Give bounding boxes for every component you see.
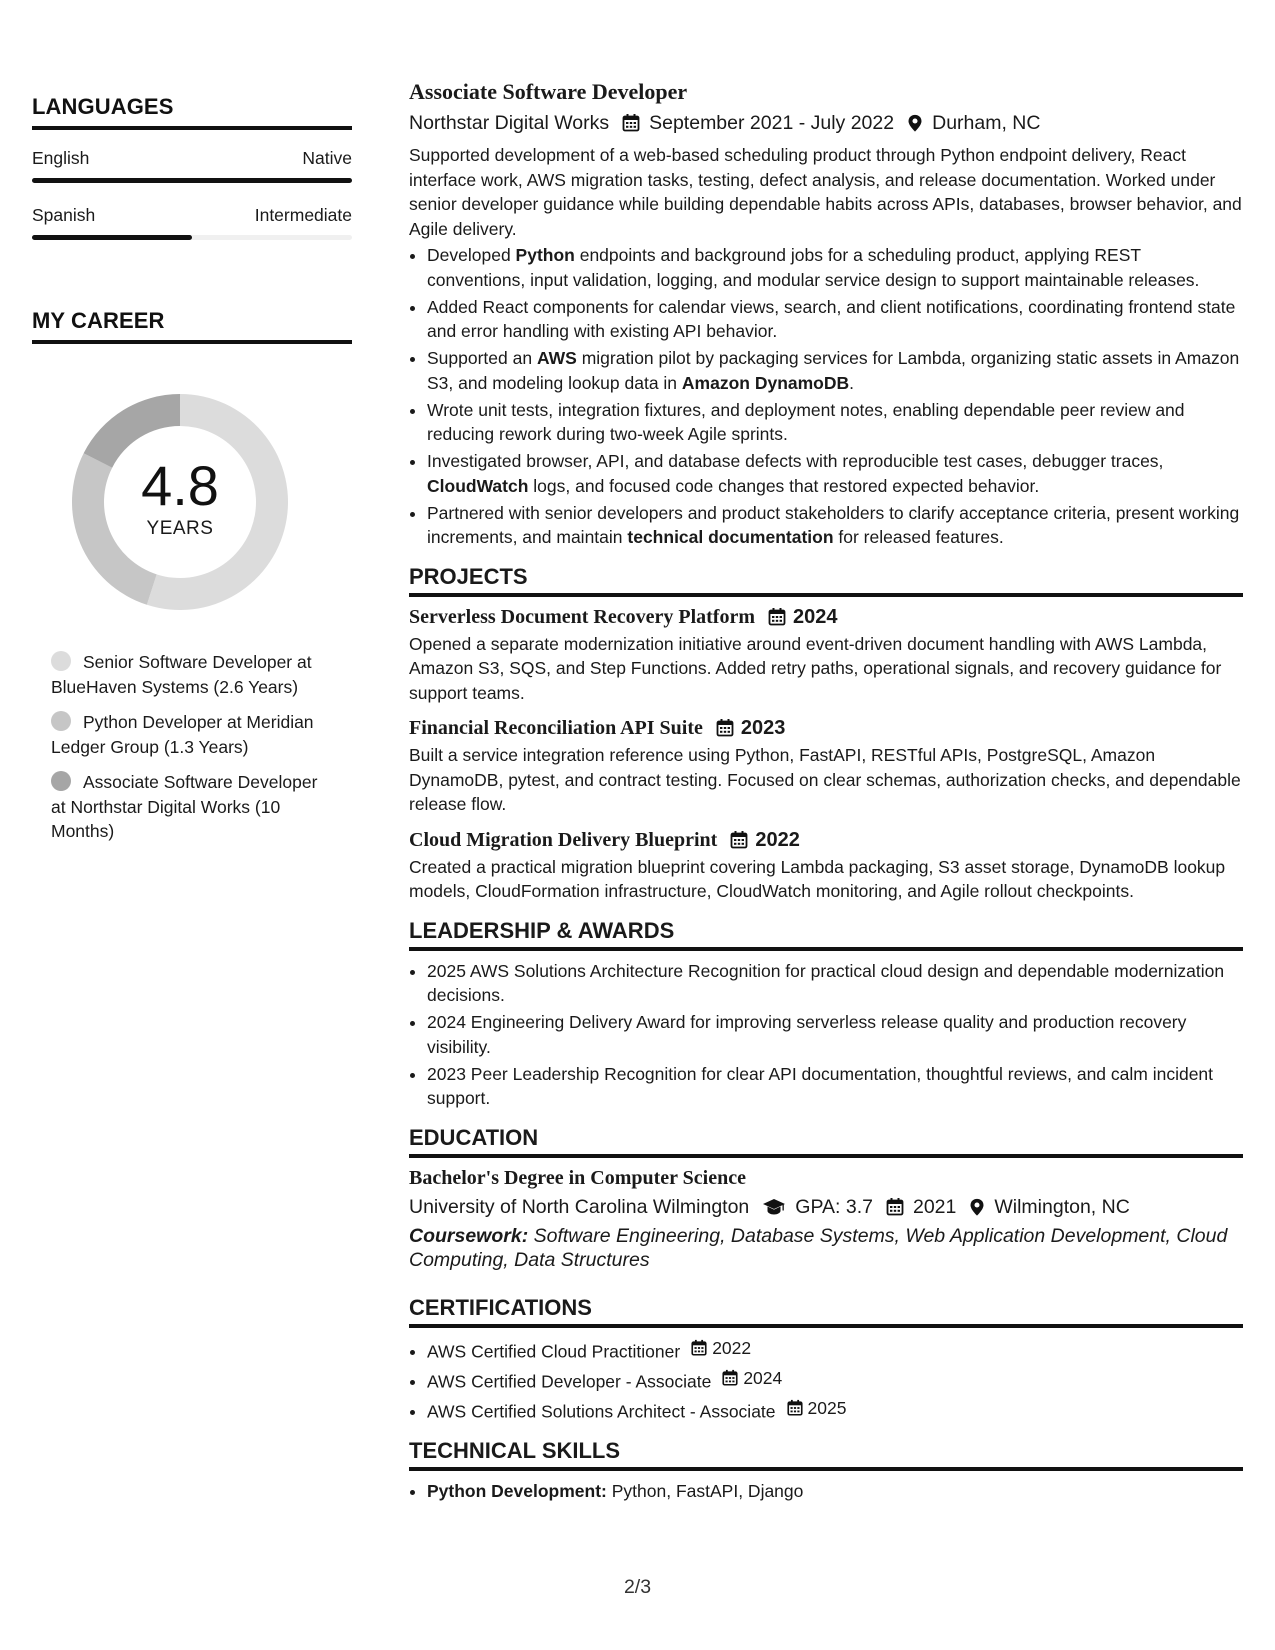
certification-name: AWS Certified Solutions Architect - Associate — [427, 1401, 776, 1422]
language-name: English — [32, 148, 90, 168]
certifications-heading: CERTIFICATIONS — [409, 1295, 1243, 1328]
certifications-list — [409, 1336, 1243, 1424]
bullet-text: Supported an — [427, 348, 537, 368]
bullet-text: Developed — [427, 245, 516, 265]
career-donut-chart — [66, 388, 294, 616]
bullet-keyword: CloudWatch — [427, 475, 529, 496]
bullet-text: endpoints and background jobs for a scheduling product, applying REST conventions, input validation, logging, and modular service design to support maintainable releases. — [427, 245, 1200, 290]
project-name: Cloud Migration Delivery Blueprint — [409, 828, 718, 851]
certification-name: AWS Certified Cloud Practitioner — [427, 1340, 681, 1361]
education-year: 2021 — [912, 1195, 957, 1218]
language-proficiency-fill — [32, 178, 352, 183]
job-bullet — [427, 346, 1243, 395]
job-bullet — [427, 295, 1243, 344]
awards-list — [409, 959, 1243, 1111]
bullet-text: Wrote unit tests, integration fixtures, and deployment notes, enabling dependable peer review and reducing rework during two-week Agile sprints. — [427, 399, 1185, 444]
language-level: Native — [302, 148, 352, 168]
bullet-text: migration pilot by packaging services for Lambda, organizing static assets in Amazon S3, and modeling lookup data in — [427, 348, 1240, 393]
calendar-icon — [721, 1369, 739, 1387]
bullet-text: logs, and focused code changes that restored expected behavior. — [528, 475, 1040, 496]
job-bullet — [427, 398, 1243, 447]
certification-name: AWS Certified Developer - Associate — [427, 1371, 712, 1391]
career-total-years: 4.8 — [141, 454, 219, 517]
graduation-cap-icon — [761, 1197, 787, 1217]
bullet-keyword: Amazon DynamoDB — [681, 372, 850, 393]
legend-label: Senior Software Developer at BlueHaven Systems (2.6 Years) — [51, 652, 312, 697]
bullet-text: . — [849, 372, 855, 393]
education-heading: EDUCATION — [409, 1125, 1243, 1158]
bullet-text: Investigated browser, API, and database defects with reproducible test cases, debugger traces, — [427, 451, 1164, 471]
education-meta — [409, 1193, 1243, 1221]
job-company: Northstar Digital Works — [409, 112, 610, 134]
legend-label: Associate Software Developer at Northstar Digital Works (10 Months) — [51, 772, 318, 841]
certification-year: 2022 — [712, 1337, 752, 1358]
bullet-text: Added React components for calendar views, search, and client notifications, coordinating frontend state and error handling with existing API behavior. — [427, 296, 1236, 341]
projects-heading: PROJECTS — [409, 564, 1243, 597]
legend-dot — [51, 651, 71, 671]
map-pin-icon — [906, 113, 924, 133]
skills-list — [409, 1479, 1243, 1504]
main-content — [409, 78, 1243, 1506]
coursework-list: Software Engineering, Database Systems, Web Application Development, Cloud Computing, Data Structures — [409, 1224, 1228, 1271]
career-legend-item — [51, 770, 331, 844]
language-item — [32, 205, 352, 240]
education-degree: Bachelor's Degree in Computer Science — [409, 1166, 746, 1189]
calendar-icon — [729, 830, 749, 850]
education-gpa: GPA: 3.7 — [795, 1195, 873, 1218]
skill-label: Python Development: — [427, 1480, 607, 1501]
skill-values: Python, FastAPI, Django — [606, 1480, 804, 1501]
project-description: Built a service integration reference using Python, FastAPI, RESTful APIs, PostgreSQL, Amazon DynamoDB, pytest, and contract testing. Focused on clear schemas, authorization checks, and dependable release flow. — [409, 745, 1241, 814]
legend-dot — [51, 711, 71, 731]
education-school: University of North Carolina Wilmington — [409, 1195, 750, 1218]
languages-heading: LANGUAGES — [32, 94, 352, 130]
language-level: Intermediate — [254, 205, 352, 225]
skills-heading: TECHNICAL SKILLS — [409, 1438, 1243, 1471]
language-item — [32, 148, 352, 183]
language-proficiency-fill — [32, 235, 192, 240]
awards-heading: LEADERSHIP & AWARDS — [409, 918, 1243, 951]
language-name: Spanish — [32, 205, 96, 225]
project-item — [409, 603, 1243, 706]
project-item — [409, 714, 1243, 817]
job-meta — [409, 109, 1243, 137]
career-legend-item — [51, 710, 331, 759]
job-bullets — [409, 243, 1243, 550]
map-pin-icon — [968, 1197, 986, 1217]
page-number: 2/3 — [623, 1576, 652, 1598]
career-legend-item — [51, 650, 331, 699]
calendar-icon — [621, 113, 641, 133]
experience-entry — [409, 78, 1243, 550]
language-proficiency-bar — [32, 235, 352, 240]
bullet-keyword: technical documentation — [627, 527, 834, 547]
legend-dot — [51, 771, 71, 791]
project-year: 2024 — [792, 605, 838, 628]
career-section — [32, 308, 352, 844]
award-item: • 2024 Engineering Delivery Award for improving serverless release quality and production recovery visibility. — [427, 1010, 1243, 1059]
language-proficiency-bar — [32, 178, 352, 183]
certification-item — [427, 1336, 1243, 1364]
skill-item — [427, 1479, 1243, 1504]
education-coursework — [409, 1224, 1243, 1273]
project-item — [409, 826, 1243, 904]
education-location: Wilmington, NC — [994, 1195, 1130, 1218]
sidebar — [32, 94, 352, 855]
bullet-keyword: AWS — [536, 348, 577, 368]
job-title: Associate Software Developer — [409, 79, 688, 104]
career-total-unit: YEARS — [146, 518, 214, 539]
certification-year: 2025 — [807, 1398, 847, 1418]
project-name: Serverless Document Recovery Platform — [409, 605, 755, 628]
project-description: Opened a separate modernization initiative around event-driven document handling with AWS Lambda, Amazon S3, SQS, and Step Functions. Added retry paths, operational signals, and recovery guidance for support teams. — [409, 633, 1222, 703]
project-name: Financial Reconciliation API Suite — [409, 717, 703, 739]
education-entry — [409, 1164, 1243, 1273]
certification-item — [427, 1396, 1243, 1424]
career-heading: MY CAREER — [32, 308, 352, 344]
career-legend — [32, 650, 331, 844]
job-summary: Supported development of a web-based scheduling product through Python endpoint delivery, React interface work, AWS migration tasks, testing, defect analysis, and release documentation. Worked under senior developer guidance while building dependable habits across APIs, databases, browser behavior, and Agile delivery. — [409, 145, 1242, 239]
legend-label: Python Developer at Meridian Ledger Group (1.3 Years) — [51, 712, 314, 757]
bullet-text: for released features. — [833, 527, 1004, 547]
award-item: • 2023 Peer Leadership Recognition for clear API documentation, thoughtful reviews, and calm incident support. — [427, 1062, 1243, 1111]
calendar-icon — [715, 718, 735, 738]
calendar-icon — [885, 1197, 905, 1217]
certification-year: 2024 — [743, 1367, 783, 1388]
certification-item — [427, 1366, 1243, 1394]
project-description: Created a practical migration blueprint covering Lambda packaging, S3 asset storage, DynamoDB lookup models, CloudFormation infrastructure, CloudWatch monitoring, and Agile rollout checkpoints. — [409, 856, 1226, 901]
calendar-icon — [767, 607, 787, 627]
job-bullet — [427, 243, 1243, 292]
job-dates: September 2021 - July 2022 — [649, 112, 895, 134]
calendar-icon — [690, 1339, 708, 1357]
job-location: Durham, NC — [932, 112, 1041, 134]
coursework-label: Coursework: — [409, 1224, 529, 1247]
bullet-keyword: Python — [515, 245, 575, 265]
job-bullet — [427, 449, 1243, 498]
job-bullet — [427, 501, 1243, 550]
award-item: • 2025 AWS Solutions Architecture Recognition for practical cloud design and dependable modernization decisions. — [427, 959, 1243, 1008]
project-year: 2022 — [755, 828, 800, 851]
project-year: 2023 — [740, 717, 786, 739]
bullet-text: Partnered with senior developers and product stakeholders to clarify acceptance criteria, present working increments, and maintain — [427, 502, 1240, 547]
calendar-icon — [786, 1399, 804, 1417]
